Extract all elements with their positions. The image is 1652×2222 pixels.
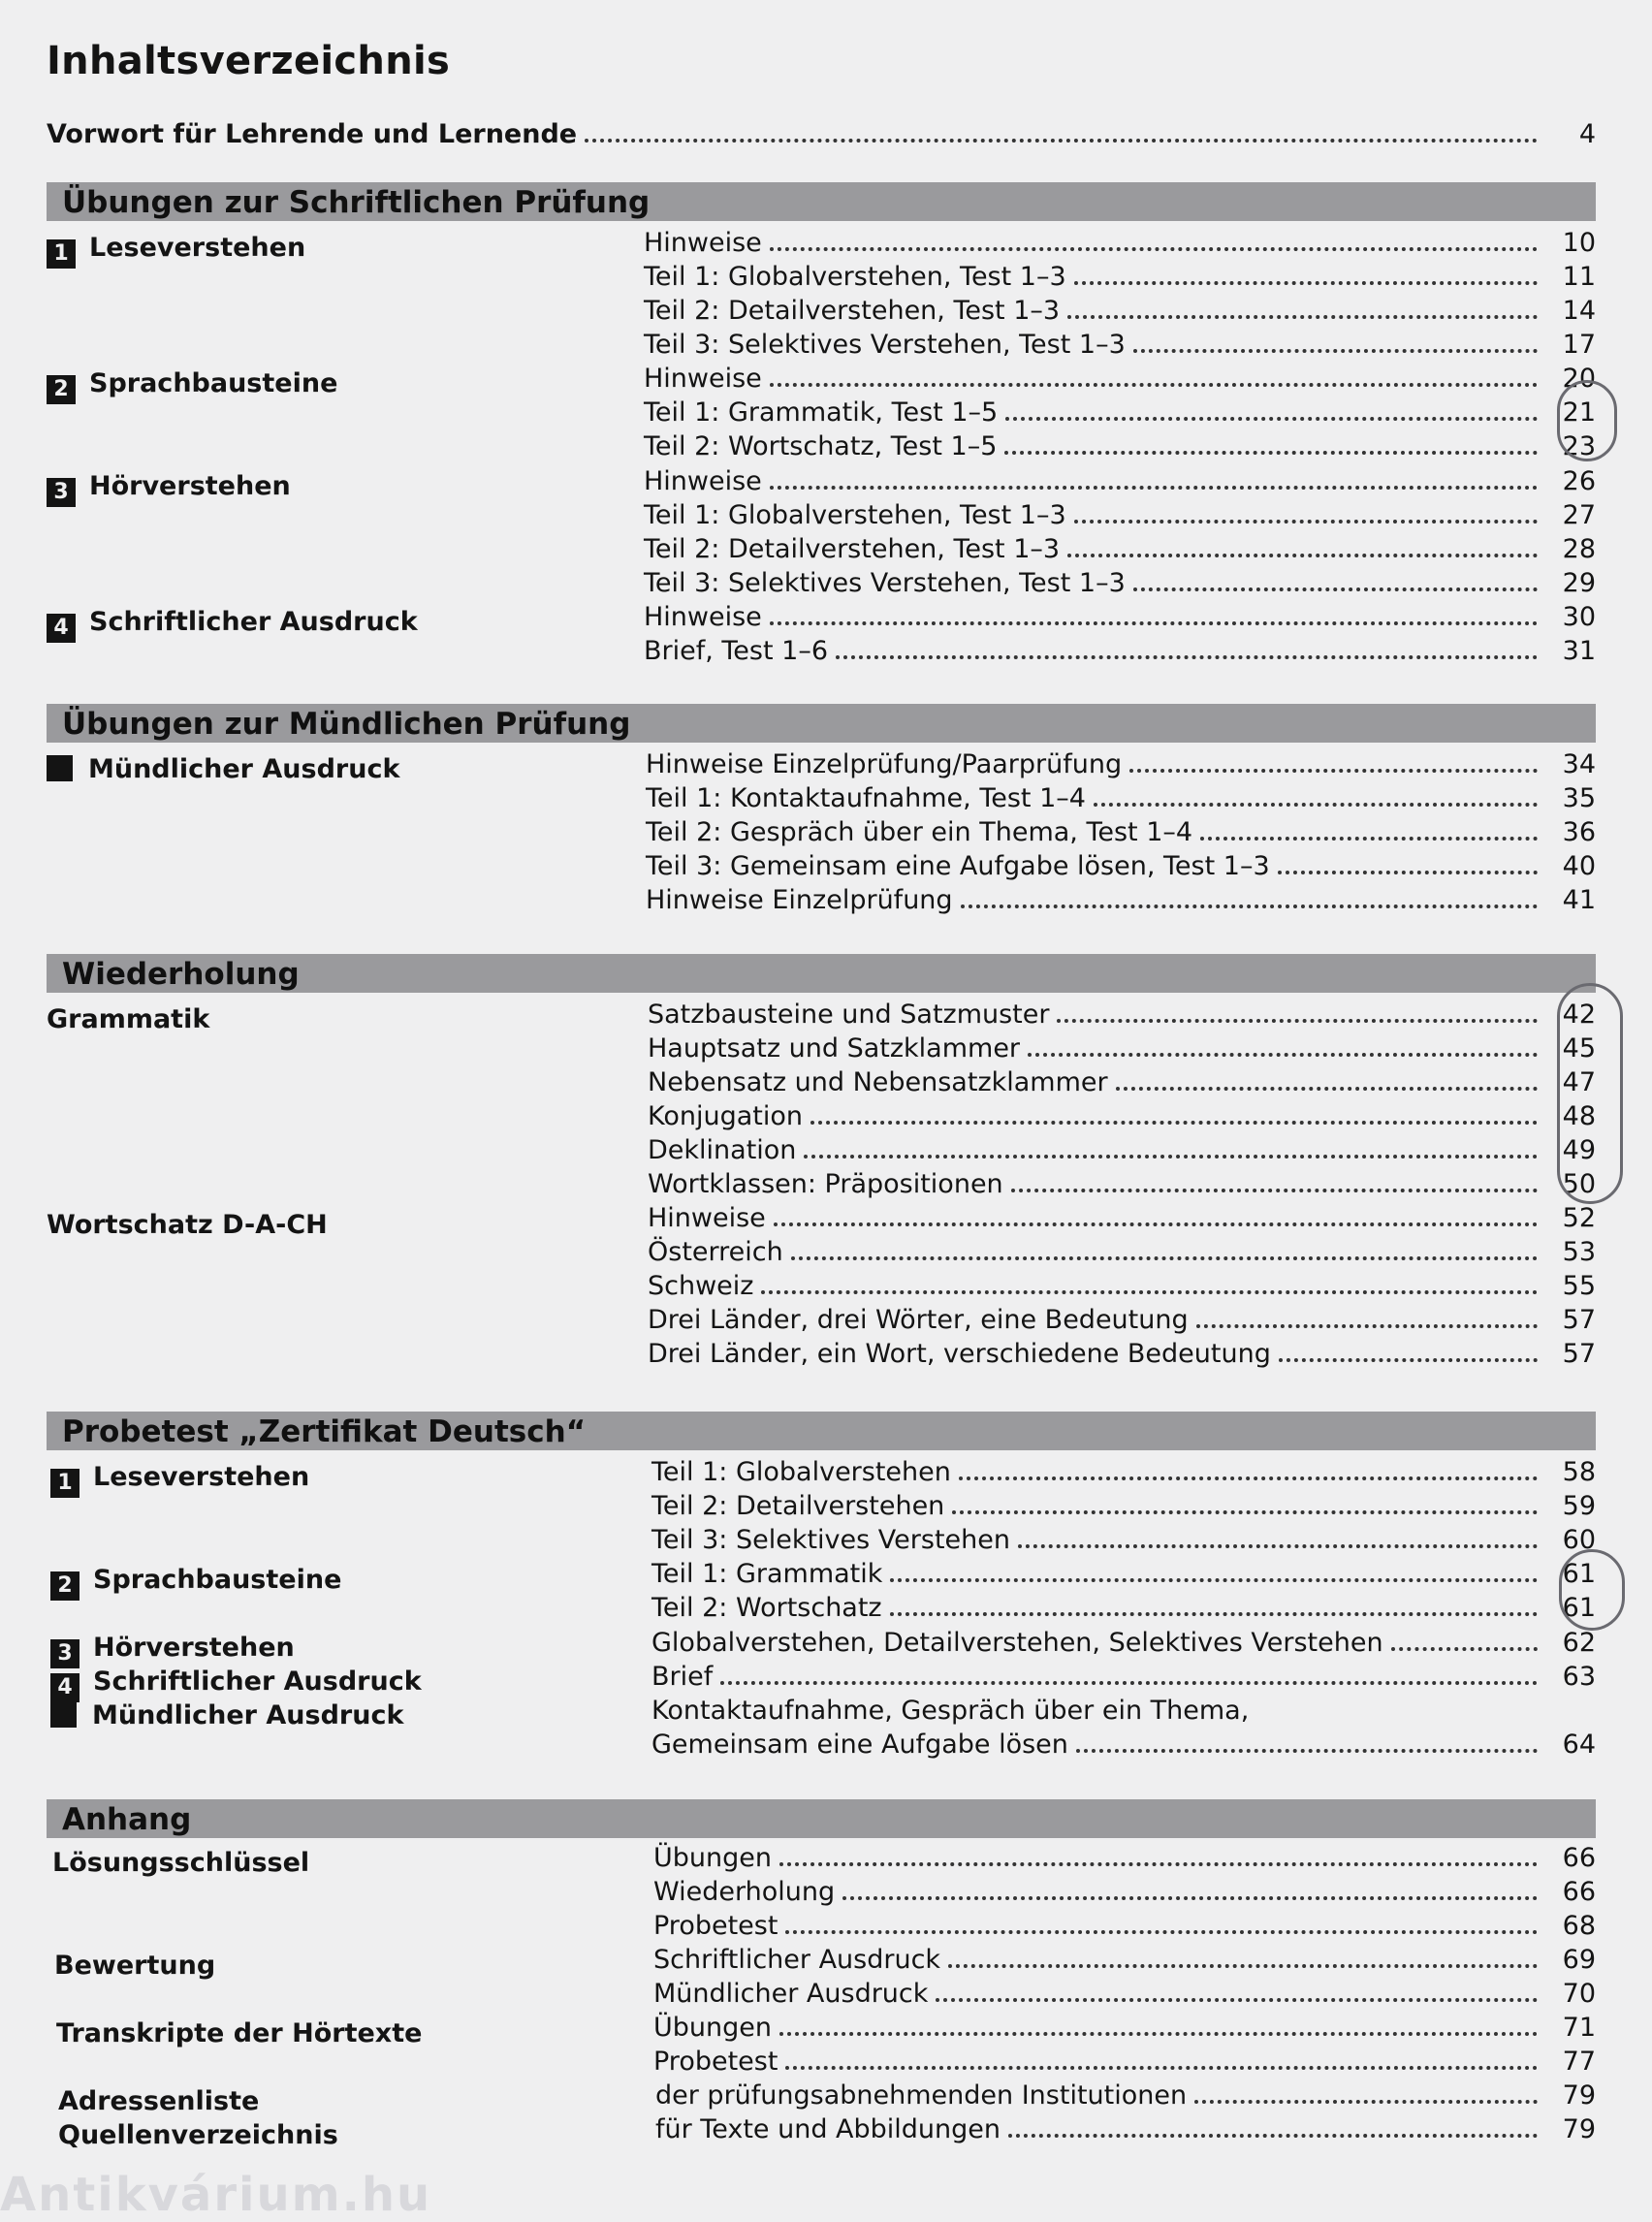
- dot-leader: [1067, 315, 1538, 319]
- entry-page: 21: [1562, 397, 1596, 428]
- toc-entry[interactable]: [644, 325, 1596, 360]
- dot-leader: [770, 247, 1538, 251]
- left-label-grammatik: Grammatik: [47, 1004, 210, 1034]
- entry-text: Teil 1: Globalverstehen: [651, 1457, 951, 1487]
- dot-leader: [1194, 2100, 1538, 2104]
- left-label-text: Leseverstehen: [89, 233, 306, 263]
- dot-leader: [1200, 837, 1538, 841]
- entry-page: 79: [1562, 2114, 1596, 2144]
- toc-entry[interactable]: [653, 1940, 1596, 1975]
- entry-page: 52: [1562, 1203, 1596, 1233]
- entry-text: Schriftlicher Ausdruck: [653, 1945, 941, 1975]
- toc-entry[interactable]: [653, 1906, 1596, 1941]
- toc-entry[interactable]: [648, 1164, 1596, 1199]
- entry-text: Teil 2: Detailverstehen, Test 1–3: [644, 534, 1061, 564]
- watermark-text: Antikvárium.hu: [0, 2168, 432, 2222]
- toc-entry[interactable]: [644, 291, 1596, 326]
- left-label-sprachbausteine: [47, 368, 337, 404]
- entry-page: 45: [1562, 1033, 1596, 1063]
- left-label-text: Sprachbausteine: [93, 1565, 342, 1595]
- dot-leader: [770, 621, 1538, 625]
- entry-page: 63: [1562, 1662, 1596, 1692]
- section-title: Anhang: [62, 1802, 192, 1837]
- dot-leader: [804, 1155, 1538, 1159]
- left-label-text: Mündlicher Ausdruck: [88, 754, 400, 784]
- entry-text: der prüfungsabnehmenden Institutionen: [655, 2080, 1188, 2111]
- dot-leader: [1004, 451, 1538, 455]
- entry-text: Teil 2: Gespräch über ein Thema, Test 1–4: [646, 817, 1193, 847]
- toc-entry[interactable]: [644, 257, 1596, 292]
- left-label-text: Mündlicher Ausdruck: [92, 1700, 404, 1730]
- toc-entry[interactable]: [651, 1725, 1596, 1760]
- toc-entry[interactable]: [648, 1266, 1596, 1301]
- left-label-text: Leseverstehen: [93, 1462, 310, 1492]
- dot-leader: [842, 1896, 1538, 1900]
- toc-entry-continued[interactable]: [651, 1691, 1596, 1726]
- dot-leader: [1008, 2134, 1538, 2138]
- entry-text: Hinweise: [644, 228, 762, 258]
- entry-page: 55: [1562, 1271, 1596, 1301]
- number-badge: 4: [47, 614, 76, 643]
- section-title: Übungen zur Schriftlichen Prüfung: [62, 185, 651, 220]
- dot-leader: [1028, 1053, 1538, 1057]
- left-label-leseverstehen: [47, 233, 305, 269]
- number-badge: 3: [47, 478, 76, 507]
- left-label-quellenverzeichnis: Quellenverzeichnis: [58, 2120, 338, 2150]
- left-label-hoerverstehen-probe: [50, 1633, 295, 1668]
- toc-entry[interactable]: [644, 597, 1596, 632]
- entry-page: 29: [1562, 568, 1596, 598]
- toc-entry[interactable]: [646, 812, 1596, 847]
- entry-text: Brief: [651, 1662, 714, 1692]
- number-badge: 4: [50, 1673, 79, 1702]
- entry-text: Teil 2: Detailverstehen: [651, 1491, 945, 1521]
- entry-text: Drei Länder, ein Wort, verschiedene Bedeutung: [648, 1339, 1271, 1369]
- entry-text: Drei Länder, drei Wörter, eine Bedeutung: [648, 1305, 1189, 1335]
- dot-leader: [1279, 1358, 1538, 1362]
- dot-leader: [791, 1256, 1538, 1260]
- entry-page: 4: [1578, 119, 1596, 149]
- toc-entry[interactable]: [646, 745, 1596, 779]
- entry-text: Teil 1: Grammatik: [651, 1559, 883, 1589]
- entry-text: Teil 3: Selektives Verstehen, Test 1–3: [644, 568, 1126, 598]
- entry-page: 62: [1562, 1628, 1596, 1658]
- entry-text: Teil 1: Grammatik, Test 1–5: [644, 397, 999, 428]
- entry-text: für Texte und Abbildungen: [655, 2114, 1001, 2144]
- dot-leader: [1133, 587, 1538, 591]
- dot-leader: [785, 2066, 1538, 2070]
- dot-leader: [761, 1290, 1538, 1294]
- dot-leader: [959, 1476, 1538, 1480]
- number-badge: 2: [50, 1571, 79, 1601]
- entry-page: 61: [1562, 1593, 1596, 1623]
- toc-entry[interactable]: [653, 2042, 1596, 2077]
- left-label-text: Schriftlicher Ausdruck: [89, 607, 418, 637]
- toc-entry[interactable]: [644, 563, 1596, 598]
- dot-leader: [890, 1612, 1538, 1616]
- dot-leader: [720, 1681, 1538, 1685]
- toc-entry[interactable]: [651, 1623, 1596, 1658]
- toc-entry[interactable]: [648, 1232, 1596, 1267]
- toc-entry[interactable]: [646, 778, 1596, 813]
- pencil-circle-mark: [1557, 380, 1617, 461]
- section-header-wiederholung: [47, 954, 1596, 993]
- page-title: Inhaltsverzeichnis: [47, 39, 451, 83]
- left-label-muendlicher-ausdruck-probe: [50, 1700, 403, 1730]
- left-label-sprachbausteine-probe: [50, 1565, 341, 1601]
- toc-entry[interactable]: [653, 1974, 1596, 2009]
- left-label-transkripte: Transkripte der Hörtexte: [56, 2018, 423, 2048]
- entry-page: 34: [1562, 749, 1596, 779]
- entry-page: 58: [1562, 1457, 1596, 1487]
- entry-page: 60: [1562, 1525, 1596, 1555]
- entry-page: 26: [1562, 466, 1596, 496]
- dot-leader: [774, 1222, 1538, 1226]
- left-label-schriftlicher-ausdruck: [47, 607, 418, 643]
- entry-text: Konjugation: [648, 1101, 804, 1131]
- entry-text: Probetest: [653, 2047, 778, 2077]
- entry-text: Brief, Test 1–6: [644, 636, 829, 666]
- dot-leader: [1133, 349, 1538, 353]
- dot-leader: [1011, 1189, 1538, 1192]
- toc-entry[interactable]: [655, 2076, 1596, 2111]
- entry-text: Teil 2: Wortschatz, Test 1–5: [644, 431, 998, 461]
- dot-leader: [836, 655, 1538, 659]
- toc-entry[interactable]: [644, 461, 1596, 496]
- square-bullet: [47, 755, 73, 781]
- entry-text: Österreich: [648, 1237, 783, 1267]
- entry-page: 36: [1562, 817, 1596, 847]
- entry-text: Wortklassen: Präpositionen: [648, 1169, 1003, 1199]
- entry-page: 11: [1562, 262, 1596, 292]
- dot-leader: [1018, 1544, 1538, 1548]
- entry-page: 66: [1562, 1843, 1596, 1873]
- entry-page: 35: [1562, 783, 1596, 813]
- toc-entry[interactable]: [653, 1838, 1596, 1873]
- entry-page: 59: [1562, 1491, 1596, 1521]
- dot-leader: [1074, 520, 1538, 524]
- toc-entry[interactable]: [648, 1300, 1596, 1335]
- entry-page: 57: [1562, 1305, 1596, 1335]
- dot-leader: [1391, 1647, 1538, 1651]
- entry-text: Teil 3: Selektives Verstehen: [651, 1525, 1010, 1555]
- pencil-circle-mark: [1557, 983, 1623, 1204]
- dot-leader: [810, 1121, 1538, 1125]
- dot-leader: [1094, 803, 1538, 807]
- entry-page: 40: [1562, 851, 1596, 881]
- entry-page: 50: [1562, 1169, 1596, 1199]
- entry-page: 79: [1562, 2080, 1596, 2111]
- entry-text: Hinweise: [648, 1203, 766, 1233]
- dot-leader: [1196, 1324, 1538, 1328]
- entry-page: 31: [1562, 636, 1596, 666]
- entry-text: Deklination: [648, 1135, 797, 1165]
- dot-leader: [770, 383, 1538, 387]
- toc-entry[interactable]: [648, 1096, 1596, 1131]
- left-label-muendlicher-ausdruck: [47, 754, 399, 784]
- toc-entry[interactable]: [648, 1029, 1596, 1063]
- dot-leader: [952, 1510, 1538, 1514]
- dot-leader: [770, 486, 1538, 490]
- dot-leader: [1005, 417, 1538, 421]
- toc-entry[interactable]: [651, 1520, 1596, 1555]
- toc-entry[interactable]: [648, 1334, 1596, 1369]
- left-label-text: Schriftlicher Ausdruck: [93, 1666, 422, 1697]
- entry-text: Teil 3: Gemeinsam eine Aufgabe lösen, Test 1–3: [646, 851, 1270, 881]
- entry-page: 48: [1562, 1101, 1596, 1131]
- section-header-muendlich: [47, 704, 1596, 743]
- dot-leader: [1116, 1087, 1538, 1091]
- left-label-text: Hörverstehen: [89, 471, 291, 501]
- entry-text: Teil 2: Wortschatz: [651, 1593, 882, 1623]
- section-title: Wiederholung: [62, 957, 300, 992]
- toc-entry[interactable]: [648, 995, 1596, 1030]
- dot-leader: [936, 1998, 1538, 2002]
- dot-leader: [585, 139, 1538, 143]
- toc-entry[interactable]: [648, 1063, 1596, 1097]
- entry-text: Vorwort für Lehrende und Lernende: [47, 119, 578, 149]
- dot-leader: [1278, 871, 1538, 874]
- entry-text: Übungen: [653, 2013, 772, 2043]
- toc-entry[interactable]: [646, 846, 1596, 881]
- entry-text: Hauptsatz und Satzklammer: [648, 1033, 1021, 1063]
- entry-text: Mündlicher Ausdruck: [653, 1979, 929, 2009]
- toc-entry[interactable]: [653, 1872, 1596, 1907]
- dot-leader: [779, 1862, 1538, 1866]
- entry-page: 20: [1562, 364, 1596, 394]
- toc-entry[interactable]: [648, 1130, 1596, 1165]
- entry-page: 14: [1562, 296, 1596, 326]
- entry-text: Globalverstehen, Detailverstehen, Selektives Verstehen: [651, 1628, 1383, 1658]
- entry-text: Übungen: [653, 1843, 772, 1873]
- toc-entry[interactable]: [644, 393, 1596, 428]
- entry-page: 64: [1562, 1730, 1596, 1760]
- toc-entry-vorwort[interactable]: [47, 114, 1596, 149]
- left-label-leseverstehen-probe: [50, 1462, 309, 1498]
- entry-text: Teil 1: Kontaktaufnahme, Test 1–4: [646, 783, 1086, 813]
- toc-entry[interactable]: [644, 529, 1596, 564]
- toc-entry[interactable]: [651, 1554, 1596, 1589]
- left-label-hoerverstehen: [47, 471, 291, 507]
- toc-entry[interactable]: [644, 223, 1596, 258]
- left-label-schriftlicher-ausdruck-probe: [50, 1666, 422, 1702]
- dot-leader: [779, 2032, 1538, 2036]
- pencil-circle-mark: [1559, 1549, 1625, 1631]
- dot-leader: [1076, 1749, 1538, 1753]
- square-bullet: [50, 1701, 77, 1728]
- entry-page: 68: [1562, 1911, 1596, 1941]
- entry-text: Wiederholung: [653, 1877, 836, 1907]
- toc-entry[interactable]: [646, 880, 1596, 915]
- entry-page: 27: [1562, 500, 1596, 530]
- toc-entry[interactable]: [653, 2008, 1596, 2043]
- left-label-text: Sprachbausteine: [89, 368, 338, 398]
- entry-text: Kontaktaufnahme, Gespräch über ein Thema,: [651, 1696, 1250, 1726]
- toc-entry[interactable]: [651, 1486, 1596, 1521]
- dot-leader: [961, 905, 1538, 908]
- entry-text: Hinweise Einzelprüfung/Paarprüfung: [646, 749, 1123, 779]
- entry-page: 28: [1562, 534, 1596, 564]
- dot-leader: [1057, 1019, 1538, 1023]
- entry-text: Hinweise: [644, 364, 762, 394]
- entry-text: Teil 2: Detailverstehen, Test 1–3: [644, 296, 1061, 326]
- entry-text: Satzbausteine und Satzmuster: [648, 1000, 1050, 1030]
- entry-text: Gemeinsam eine Aufgabe lösen: [651, 1730, 1068, 1760]
- entry-page: 49: [1562, 1135, 1596, 1165]
- entry-page: 23: [1562, 431, 1596, 461]
- entry-text: Hinweise Einzelprüfung: [646, 885, 953, 915]
- entry-page: 57: [1562, 1339, 1596, 1369]
- section-header-anhang: [47, 1799, 1596, 1838]
- toc-entry[interactable]: [644, 427, 1596, 461]
- toc-entry[interactable]: [651, 1452, 1596, 1487]
- number-badge: 1: [47, 239, 76, 269]
- entry-text: Probetest: [653, 1911, 778, 1941]
- entry-text: Nebensatz und Nebensatzklammer: [648, 1067, 1108, 1097]
- dot-leader: [890, 1578, 1538, 1582]
- number-badge: 1: [50, 1469, 79, 1498]
- toc-entry[interactable]: [644, 359, 1596, 394]
- toc-entry[interactable]: [651, 1657, 1596, 1692]
- left-label-text: Hörverstehen: [93, 1633, 295, 1663]
- entry-text: Teil 1: Globalverstehen, Test 1–3: [644, 262, 1066, 292]
- entry-text: Hinweise: [644, 466, 762, 496]
- entry-page: 42: [1562, 1000, 1596, 1030]
- dot-leader: [785, 1930, 1538, 1934]
- entry-page: 61: [1562, 1559, 1596, 1589]
- entry-page: 17: [1562, 330, 1596, 360]
- section-title: Übungen zur Mündlichen Prüfung: [62, 707, 631, 742]
- toc-entry[interactable]: [651, 1588, 1596, 1623]
- section-header-probetest: [47, 1412, 1596, 1450]
- entry-text: Teil 1: Globalverstehen, Test 1–3: [644, 500, 1066, 530]
- section-header-schriftlich: [47, 182, 1596, 221]
- entry-text: Teil 3: Selektives Verstehen, Test 1–3: [644, 330, 1126, 360]
- left-label-bewertung: Bewertung: [54, 1951, 216, 1981]
- section-title: Probetest „Zertifikat Deutsch“: [62, 1414, 587, 1449]
- dot-leader: [1067, 554, 1538, 557]
- toc-entry[interactable]: [655, 2110, 1596, 2144]
- number-badge: 2: [47, 375, 76, 404]
- entry-page: 41: [1562, 885, 1596, 915]
- entry-page: 47: [1562, 1067, 1596, 1097]
- toc-entry[interactable]: [644, 495, 1596, 530]
- dot-leader: [948, 1964, 1538, 1968]
- entry-page: 10: [1562, 228, 1596, 258]
- left-label-wortschatz: Wortschatz D-A-CH: [47, 1210, 328, 1240]
- entry-page: 66: [1562, 1877, 1596, 1907]
- entry-text: Hinweise: [644, 602, 762, 632]
- entry-text: Schweiz: [648, 1271, 754, 1301]
- toc-entry[interactable]: [648, 1198, 1596, 1233]
- entry-page: 70: [1562, 1979, 1596, 2009]
- dot-leader: [1129, 769, 1538, 773]
- entry-page: 77: [1562, 2047, 1596, 2077]
- dot-leader: [1074, 281, 1538, 285]
- number-badge: 3: [50, 1639, 79, 1668]
- entry-page: 71: [1562, 2013, 1596, 2043]
- toc-entry[interactable]: [644, 631, 1596, 666]
- left-label-loesungsschluessel: Lösungsschlüssel: [52, 1848, 310, 1878]
- entry-page: 53: [1562, 1237, 1596, 1267]
- entry-page: 30: [1562, 602, 1596, 632]
- left-label-adressenliste: Adressenliste: [58, 2086, 260, 2116]
- entry-page: 69: [1562, 1945, 1596, 1975]
